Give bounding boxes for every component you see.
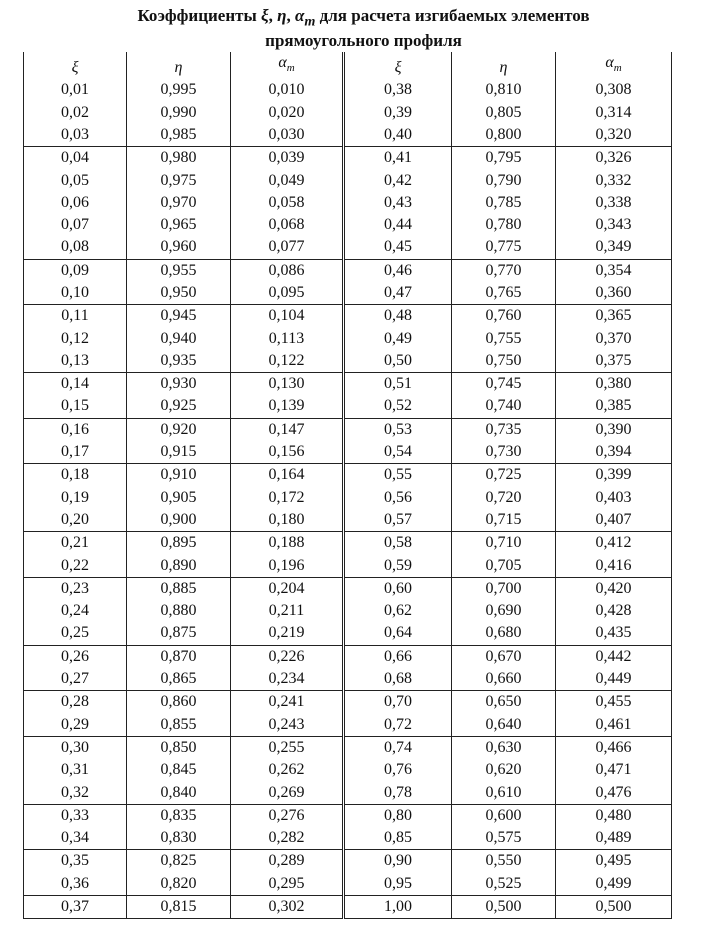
cell-alpha-m: 0,295: [231, 873, 344, 896]
cell-alpha-m: 0,289: [231, 850, 344, 873]
table-row: [24, 350, 672, 373]
cell-xi-right: 0,47: [344, 282, 452, 305]
cell-xi-right: 0,66: [344, 645, 452, 668]
cell-eta: 0,985: [127, 124, 231, 147]
cell-xi: 0,33: [24, 804, 127, 827]
cell-alpha-m: 0,164: [231, 464, 344, 487]
title-alpha-subscript: m: [304, 13, 316, 30]
cell-alpha-m: 0,130: [231, 373, 344, 396]
table-row: [24, 487, 672, 509]
cell-alpha-m-right: 0,399: [556, 464, 672, 487]
cell-xi: 0,11: [24, 305, 127, 328]
table-row: [24, 895, 672, 918]
cell-xi-right: 0,51: [344, 373, 452, 396]
table-row: [24, 464, 672, 487]
cell-eta: 0,865: [127, 668, 231, 691]
cell-alpha-m: 0,049: [231, 169, 344, 191]
cell-alpha-m-right: 0,403: [556, 487, 672, 509]
cell-alpha-m-right: 0,349: [556, 236, 672, 259]
title-line-1: [0, 6, 727, 31]
cell-alpha-m: 0,269: [231, 781, 344, 804]
cell-eta: 0,880: [127, 600, 231, 622]
cell-xi-right: 0,68: [344, 668, 452, 691]
cell-eta: 0,945: [127, 305, 231, 328]
cell-xi: 0,23: [24, 577, 127, 600]
cell-alpha-m-right: 0,308: [556, 79, 672, 101]
table-row: [24, 577, 672, 600]
cell-alpha-m-right: 0,407: [556, 509, 672, 532]
header-eta: η: [127, 52, 231, 79]
cell-xi: 0,32: [24, 781, 127, 804]
cell-xi-right: 0,95: [344, 873, 452, 896]
cell-eta: 0,990: [127, 101, 231, 123]
cell-eta-right: 0,680: [452, 622, 556, 645]
cell-eta: 0,995: [127, 79, 231, 101]
table-row: [24, 327, 672, 349]
cell-alpha-m: 0,255: [231, 736, 344, 759]
table-row: [24, 79, 672, 101]
cell-xi-right: 0,78: [344, 781, 452, 804]
cell-alpha-m: 0,147: [231, 418, 344, 441]
cell-eta: 0,930: [127, 373, 231, 396]
cell-alpha-m-right: 0,360: [556, 282, 672, 305]
cell-alpha-m: 0,104: [231, 305, 344, 328]
cell-alpha-m: 0,219: [231, 622, 344, 645]
cell-alpha-m-right: 0,428: [556, 600, 672, 622]
table-row: [24, 259, 672, 282]
cell-alpha-m: 0,172: [231, 487, 344, 509]
header-alpha-letter: α: [278, 54, 287, 71]
table-row: [24, 532, 672, 555]
cell-xi: 0,21: [24, 532, 127, 555]
cell-xi-right: 0,52: [344, 395, 452, 418]
cell-eta-right: 0,630: [452, 736, 556, 759]
table-row: [24, 622, 672, 645]
cell-alpha-m-right: 0,499: [556, 873, 672, 896]
header-alpha-m: [231, 52, 344, 79]
cell-eta: 0,855: [127, 714, 231, 737]
cell-eta-right: 0,805: [452, 101, 556, 123]
cell-xi: 0,03: [24, 124, 127, 147]
cell-alpha-m: 0,095: [231, 282, 344, 305]
cell-eta-right: 0,690: [452, 600, 556, 622]
cell-alpha-m-right: 0,385: [556, 395, 672, 418]
table-row: [24, 236, 672, 259]
title-text-tail: для расчета изгибаемых элементов: [315, 6, 590, 25]
cell-alpha-m: 0,226: [231, 645, 344, 668]
table-row: [24, 781, 672, 804]
cell-alpha-m: 0,241: [231, 691, 344, 714]
cell-xi: 0,01: [24, 79, 127, 101]
cell-eta-right: 0,740: [452, 395, 556, 418]
table-row: [24, 214, 672, 236]
cell-eta: 0,875: [127, 622, 231, 645]
cell-eta-right: 0,700: [452, 577, 556, 600]
coefficients-table: [23, 52, 672, 919]
cell-eta: 0,845: [127, 759, 231, 781]
title-xi-symbol: ξ: [261, 6, 269, 25]
cell-xi-right: 0,70: [344, 691, 452, 714]
cell-xi: 0,13: [24, 350, 127, 373]
header-alpha-subscript: m: [613, 62, 622, 75]
cell-alpha-m: 0,302: [231, 895, 344, 918]
cell-xi-right: 0,53: [344, 418, 452, 441]
cell-eta-right: 0,760: [452, 305, 556, 328]
cell-eta-right: 0,525: [452, 873, 556, 896]
cell-xi-right: 0,57: [344, 509, 452, 532]
table-body: [24, 79, 672, 918]
table-row: [24, 554, 672, 577]
cell-eta: 0,825: [127, 850, 231, 873]
table-row: [24, 759, 672, 781]
cell-alpha-m: 0,139: [231, 395, 344, 418]
cell-xi-right: 0,59: [344, 554, 452, 577]
cell-xi-right: 0,54: [344, 441, 452, 464]
header-row: [24, 52, 672, 79]
cell-xi-right: 0,72: [344, 714, 452, 737]
cell-eta: 0,915: [127, 441, 231, 464]
cell-xi: 0,26: [24, 645, 127, 668]
cell-alpha-m: 0,068: [231, 214, 344, 236]
table-row: [24, 691, 672, 714]
cell-xi-right: 0,45: [344, 236, 452, 259]
cell-eta-right: 0,790: [452, 169, 556, 191]
table-row: [24, 804, 672, 827]
cell-alpha-m: 0,010: [231, 79, 344, 101]
cell-alpha-m-right: 0,442: [556, 645, 672, 668]
cell-alpha-m: 0,030: [231, 124, 344, 147]
table-row: [24, 441, 672, 464]
cell-alpha-m-right: 0,390: [556, 418, 672, 441]
cell-xi: 0,19: [24, 487, 127, 509]
cell-xi: 0,18: [24, 464, 127, 487]
cell-xi-right: 0,46: [344, 259, 452, 282]
cell-eta: 0,820: [127, 873, 231, 896]
cell-alpha-m-right: 0,466: [556, 736, 672, 759]
cell-eta-right: 0,780: [452, 214, 556, 236]
cell-eta: 0,965: [127, 214, 231, 236]
cell-xi: 0,25: [24, 622, 127, 645]
cell-eta-right: 0,750: [452, 350, 556, 373]
cell-eta: 0,835: [127, 804, 231, 827]
cell-alpha-m-right: 0,435: [556, 622, 672, 645]
cell-xi-right: 0,50: [344, 350, 452, 373]
cell-eta-right: 0,755: [452, 327, 556, 349]
cell-alpha-m: 0,243: [231, 714, 344, 737]
cell-alpha-m-right: 0,394: [556, 441, 672, 464]
cell-eta-right: 0,785: [452, 192, 556, 214]
cell-eta: 0,910: [127, 464, 231, 487]
cell-alpha-m: 0,113: [231, 327, 344, 349]
cell-xi-right: 0,64: [344, 622, 452, 645]
cell-alpha-m-right: 0,420: [556, 577, 672, 600]
cell-alpha-m: 0,282: [231, 827, 344, 850]
cell-xi-right: 1,00: [344, 895, 452, 918]
cell-xi-right: 0,56: [344, 487, 452, 509]
cell-xi: 0,17: [24, 441, 127, 464]
table-title: [0, 6, 727, 51]
title-alpha-letter: α: [294, 6, 305, 25]
cell-xi-right: 0,58: [344, 532, 452, 555]
cell-alpha-m: 0,276: [231, 804, 344, 827]
cell-alpha-m-right: 0,412: [556, 532, 672, 555]
cell-xi: 0,14: [24, 373, 127, 396]
cell-eta-right: 0,500: [452, 895, 556, 918]
table-row: [24, 101, 672, 123]
cell-xi-right: 0,48: [344, 305, 452, 328]
cell-eta-right: 0,735: [452, 418, 556, 441]
cell-eta-right: 0,730: [452, 441, 556, 464]
title-alpha-m-symbol: [294, 6, 316, 30]
cell-eta-right: 0,660: [452, 668, 556, 691]
cell-eta: 0,920: [127, 418, 231, 441]
cell-eta: 0,830: [127, 827, 231, 850]
table-row: [24, 395, 672, 418]
header-eta-right: η: [452, 52, 556, 79]
cell-alpha-m-right: 0,461: [556, 714, 672, 737]
table-row: [24, 418, 672, 441]
cell-eta: 0,885: [127, 577, 231, 600]
table-row: [24, 373, 672, 396]
table-row: [24, 668, 672, 691]
cell-alpha-m-right: 0,332: [556, 169, 672, 191]
cell-eta: 0,975: [127, 169, 231, 191]
cell-eta: 0,935: [127, 350, 231, 373]
cell-xi-right: 0,76: [344, 759, 452, 781]
cell-eta: 0,815: [127, 895, 231, 918]
cell-xi: 0,04: [24, 147, 127, 170]
cell-alpha-m-right: 0,354: [556, 259, 672, 282]
cell-xi: 0,16: [24, 418, 127, 441]
cell-alpha-m-right: 0,449: [556, 668, 672, 691]
cell-xi: 0,07: [24, 214, 127, 236]
cell-xi-right: 0,74: [344, 736, 452, 759]
table-row: [24, 827, 672, 850]
cell-xi-right: 0,85: [344, 827, 452, 850]
cell-eta-right: 0,725: [452, 464, 556, 487]
cell-xi-right: 0,55: [344, 464, 452, 487]
table-row: [24, 169, 672, 191]
title-separator: ,: [268, 6, 278, 25]
header-alpha-m-right: [556, 52, 672, 79]
table-row: [24, 124, 672, 147]
cell-xi-right: 0,40: [344, 124, 452, 147]
cell-eta-right: 0,800: [452, 124, 556, 147]
header-alpha-letter: α: [605, 54, 614, 71]
cell-xi-right: 0,90: [344, 850, 452, 873]
cell-xi: 0,15: [24, 395, 127, 418]
cell-alpha-m-right: 0,500: [556, 895, 672, 918]
cell-alpha-m-right: 0,338: [556, 192, 672, 214]
cell-xi: 0,24: [24, 600, 127, 622]
cell-alpha-m-right: 0,471: [556, 759, 672, 781]
cell-alpha-m: 0,020: [231, 101, 344, 123]
cell-alpha-m: 0,156: [231, 441, 344, 464]
cell-alpha-m: 0,188: [231, 532, 344, 555]
cell-alpha-m-right: 0,476: [556, 781, 672, 804]
cell-xi: 0,28: [24, 691, 127, 714]
header-xi-right: ξ: [344, 52, 452, 79]
cell-alpha-m-right: 0,343: [556, 214, 672, 236]
cell-eta-right: 0,610: [452, 781, 556, 804]
cell-alpha-m: 0,058: [231, 192, 344, 214]
cell-xi-right: 0,60: [344, 577, 452, 600]
table-row: [24, 714, 672, 737]
cell-xi-right: 0,49: [344, 327, 452, 349]
cell-alpha-m: 0,122: [231, 350, 344, 373]
cell-alpha-m: 0,234: [231, 668, 344, 691]
cell-eta-right: 0,810: [452, 79, 556, 101]
table-row: [24, 600, 672, 622]
cell-eta-right: 0,600: [452, 804, 556, 827]
cell-xi-right: 0,41: [344, 147, 452, 170]
cell-eta: 0,925: [127, 395, 231, 418]
cell-xi: 0,10: [24, 282, 127, 305]
cell-alpha-m-right: 0,455: [556, 691, 672, 714]
cell-xi: 0,29: [24, 714, 127, 737]
cell-xi: 0,22: [24, 554, 127, 577]
cell-alpha-m: 0,039: [231, 147, 344, 170]
title-separator: ,: [286, 6, 295, 25]
cell-alpha-m: 0,086: [231, 259, 344, 282]
cell-eta-right: 0,640: [452, 714, 556, 737]
cell-alpha-m-right: 0,314: [556, 101, 672, 123]
cell-xi: 0,09: [24, 259, 127, 282]
cell-alpha-m-right: 0,380: [556, 373, 672, 396]
cell-eta: 0,955: [127, 259, 231, 282]
cell-xi: 0,06: [24, 192, 127, 214]
table-row: [24, 850, 672, 873]
cell-xi: 0,20: [24, 509, 127, 532]
cell-alpha-m-right: 0,326: [556, 147, 672, 170]
cell-eta-right: 0,775: [452, 236, 556, 259]
table-row: [24, 509, 672, 532]
cell-alpha-m-right: 0,416: [556, 554, 672, 577]
cell-eta-right: 0,705: [452, 554, 556, 577]
cell-eta: 0,940: [127, 327, 231, 349]
cell-alpha-m: 0,204: [231, 577, 344, 600]
cell-xi-right: 0,39: [344, 101, 452, 123]
table-row: [24, 645, 672, 668]
cell-alpha-m: 0,077: [231, 236, 344, 259]
cell-xi-right: 0,44: [344, 214, 452, 236]
table-row: [24, 305, 672, 328]
cell-alpha-m: 0,196: [231, 554, 344, 577]
cell-eta-right: 0,575: [452, 827, 556, 850]
cell-alpha-m-right: 0,480: [556, 804, 672, 827]
table-row: [24, 736, 672, 759]
table-row: [24, 147, 672, 170]
cell-eta-right: 0,765: [452, 282, 556, 305]
title-line-2: прямоугольного профиля: [265, 31, 462, 51]
table-row: [24, 192, 672, 214]
cell-eta-right: 0,620: [452, 759, 556, 781]
cell-eta: 0,900: [127, 509, 231, 532]
cell-eta-right: 0,715: [452, 509, 556, 532]
cell-alpha-m-right: 0,495: [556, 850, 672, 873]
cell-eta-right: 0,770: [452, 259, 556, 282]
cell-eta: 0,960: [127, 236, 231, 259]
cell-eta: 0,870: [127, 645, 231, 668]
cell-xi: 0,27: [24, 668, 127, 691]
cell-xi: 0,08: [24, 236, 127, 259]
cell-eta-right: 0,710: [452, 532, 556, 555]
cell-xi: 0,02: [24, 101, 127, 123]
cell-xi-right: 0,62: [344, 600, 452, 622]
cell-alpha-m-right: 0,320: [556, 124, 672, 147]
cell-xi: 0,30: [24, 736, 127, 759]
cell-eta: 0,905: [127, 487, 231, 509]
cell-eta-right: 0,670: [452, 645, 556, 668]
cell-eta-right: 0,550: [452, 850, 556, 873]
cell-alpha-m-right: 0,375: [556, 350, 672, 373]
cell-eta: 0,980: [127, 147, 231, 170]
cell-xi: 0,37: [24, 895, 127, 918]
cell-xi-right: 0,38: [344, 79, 452, 101]
cell-eta: 0,970: [127, 192, 231, 214]
cell-alpha-m-right: 0,365: [556, 305, 672, 328]
cell-eta: 0,850: [127, 736, 231, 759]
title-eta-symbol: η: [277, 6, 287, 25]
cell-eta-right: 0,795: [452, 147, 556, 170]
cell-xi: 0,05: [24, 169, 127, 191]
cell-alpha-m: 0,262: [231, 759, 344, 781]
table-row: [24, 873, 672, 896]
cell-xi-right: 0,42: [344, 169, 452, 191]
cell-eta: 0,895: [127, 532, 231, 555]
cell-xi-right: 0,80: [344, 804, 452, 827]
cell-eta-right: 0,745: [452, 373, 556, 396]
cell-alpha-m: 0,180: [231, 509, 344, 532]
cell-alpha-m: 0,211: [231, 600, 344, 622]
title-text-lead: Коэффициенты: [137, 6, 261, 25]
cell-xi: 0,12: [24, 327, 127, 349]
cell-xi: 0,36: [24, 873, 127, 896]
cell-xi: 0,35: [24, 850, 127, 873]
cell-eta: 0,840: [127, 781, 231, 804]
cell-alpha-m-right: 0,370: [556, 327, 672, 349]
cell-eta: 0,890: [127, 554, 231, 577]
cell-eta-right: 0,720: [452, 487, 556, 509]
header-alpha-subscript: m: [286, 62, 295, 75]
table-row: [24, 282, 672, 305]
cell-xi: 0,34: [24, 827, 127, 850]
cell-xi-right: 0,43: [344, 192, 452, 214]
cell-alpha-m-right: 0,489: [556, 827, 672, 850]
cell-eta: 0,950: [127, 282, 231, 305]
cell-eta-right: 0,650: [452, 691, 556, 714]
header-xi: ξ: [24, 52, 127, 79]
cell-eta: 0,860: [127, 691, 231, 714]
cell-xi: 0,31: [24, 759, 127, 781]
